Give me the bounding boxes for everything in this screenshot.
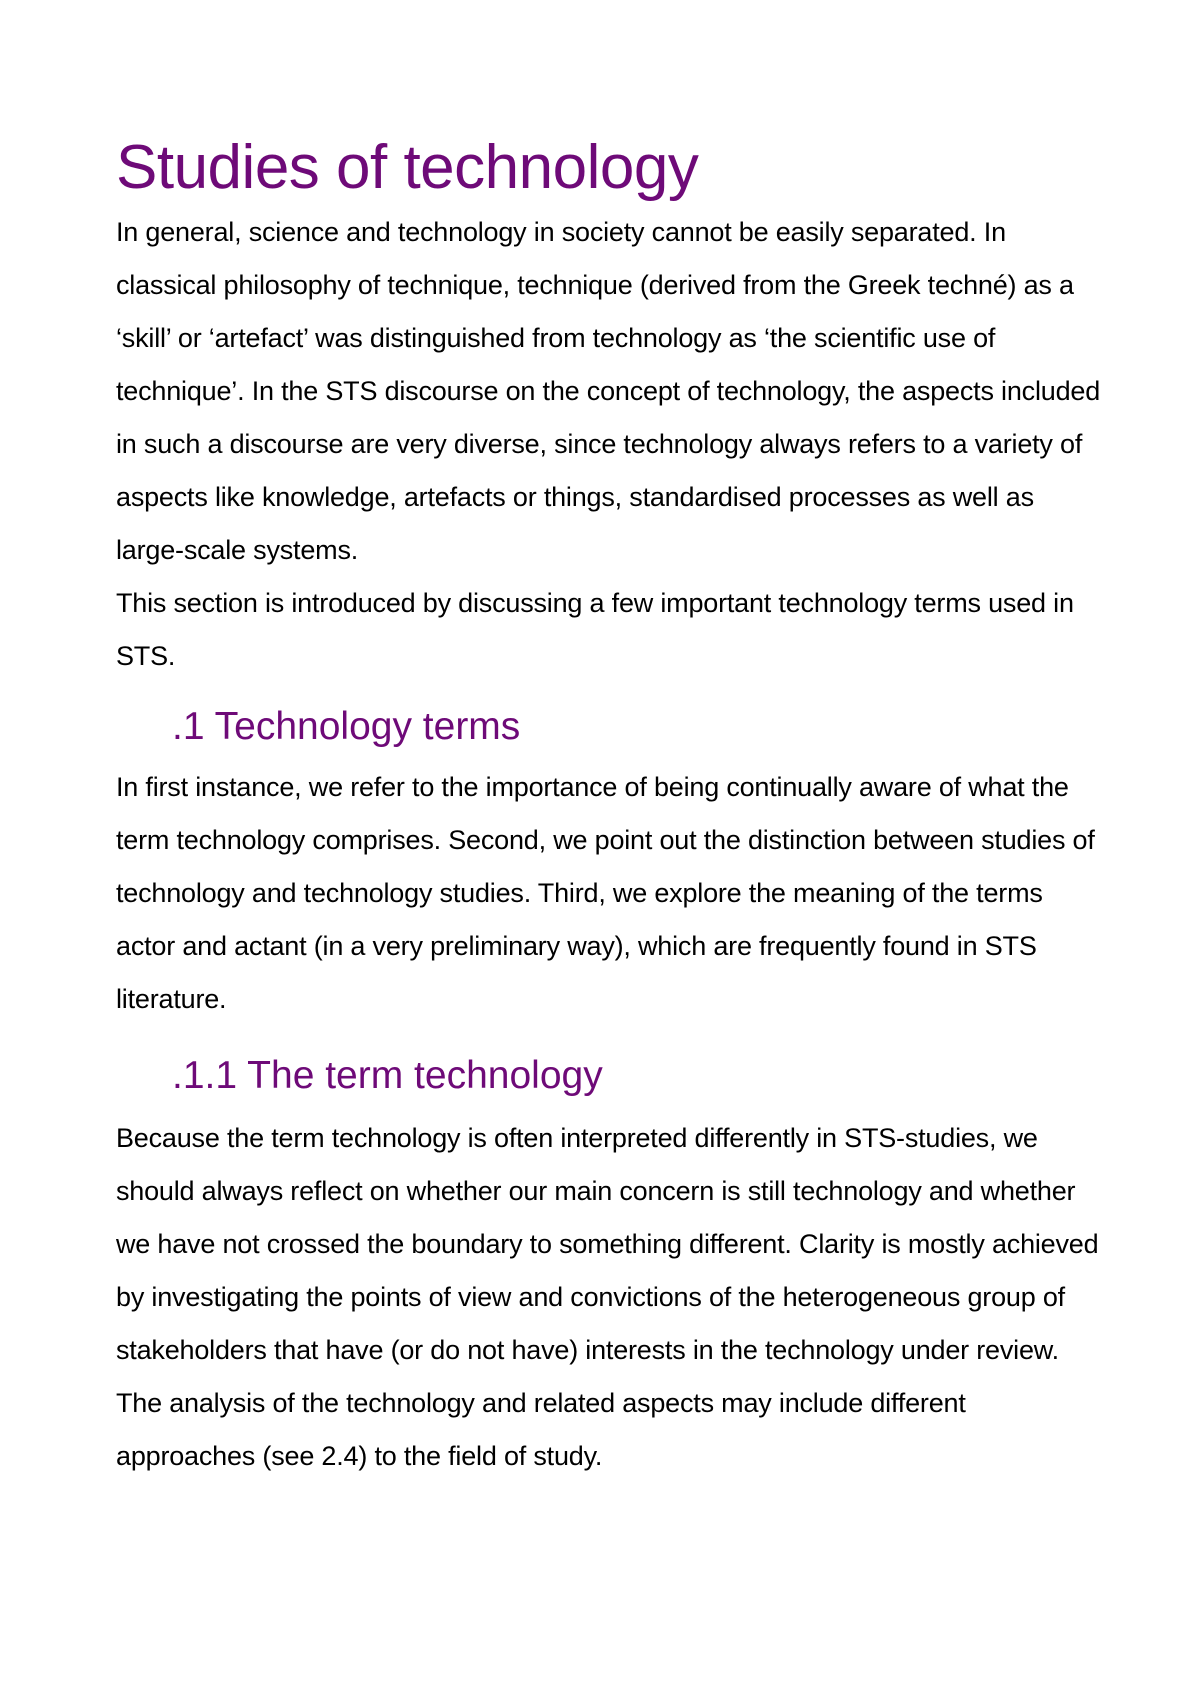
intro-paragraph-2: This section is introduced by discussing a few important technology terms used in STS. (116, 588, 1074, 671)
document-content (116, 130, 1106, 1483)
section-heading-term-technology: .1.1 The term technology (172, 1054, 603, 1097)
section-heading-technology-terms: .1 Technology terms (172, 705, 521, 748)
section-paragraph-term-technology: Because the term technology is often interpreted differently in STS-studies, we should always reflect on whether our main concern is still technology and whether we have not crossed the boundary to something different. Clarity is mostly achieved by investigating the points of view and convictions of the heterogeneous group of stakeholders that have (or do not have) interests in the technology under review. The analysis of the technology and related aspects may include different approaches (see 2.4) to the field of study. (116, 1123, 1099, 1471)
intro-paragraph: In general, science and technology in society cannot be easily separated. In classical philosophy of technique, technique (derived from the Greek techné) as a ‘skill’ or ‘artefact’ was distinguished from technology as ‘the scientific use of technique’. In the STS discourse on the concept of technology, the aspects included in such a discourse are very diverse, since technology always refers to a variety of aspects like knowledge, artefacts or things, standardised processes as well as large-scale systems. (116, 217, 1101, 565)
section-paragraph-technology-terms: In first instance, we refer to the importance of being continually aware of what the term technology comprises. Second, we point out the distinction between studies of technology and technology studies. Third, we explore the meaning of the terms actor and actant (in a very preliminary way), which are frequently found in STS literature. (116, 772, 1095, 1014)
page-title: Studies of technology (116, 133, 699, 202)
